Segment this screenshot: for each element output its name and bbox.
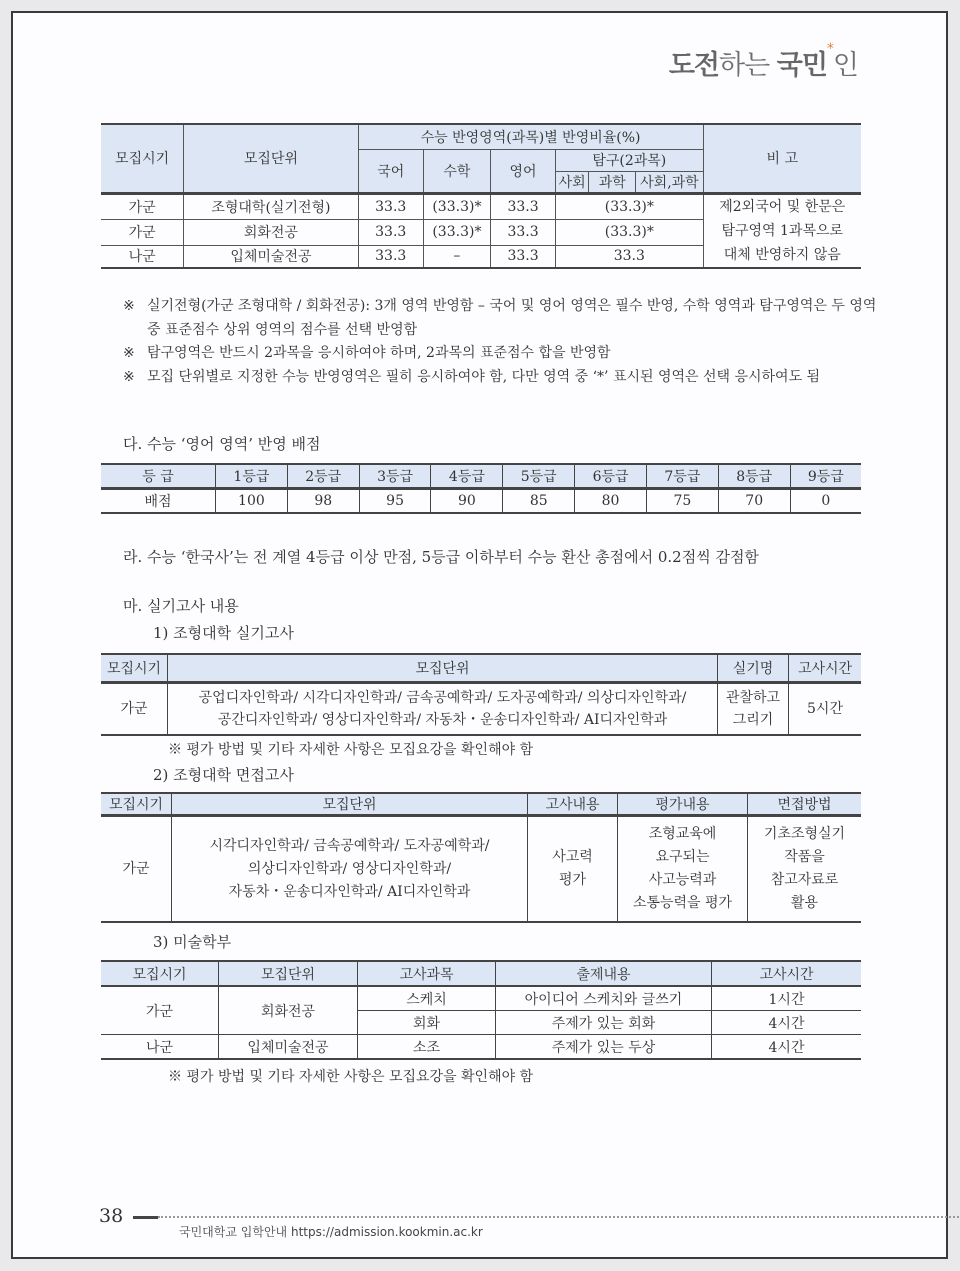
cell-subject: 회화 <box>358 1011 496 1035</box>
fine-arts-table <box>101 960 861 1060</box>
unit-line: 의상디자인학과/ 영상디자인학과/ <box>247 860 452 877</box>
cell-exam <box>718 683 789 736</box>
header-method: 면접방법 <box>748 793 862 816</box>
table-row <box>101 654 861 683</box>
suneung-ratio-table <box>101 123 861 269</box>
remarks-line: 제2외국어 및 한문은 <box>719 198 846 215</box>
table-row <box>101 193 861 219</box>
exam-line: 그리기 <box>732 712 774 728</box>
header-inquiry: 탐구(2과목) <box>556 149 703 171</box>
cell-math: (33.3)* <box>423 219 490 245</box>
cell-time: 4시간 <box>712 1011 862 1035</box>
cell-korean: 33.3 <box>358 193 423 219</box>
note-item <box>123 295 883 342</box>
note-text: 탐구영역은 반드시 2과목을 응시하여야 하며, 2과목의 표준점수 합을 반영함 <box>147 345 611 361</box>
remarks-line: 대체 반영하지 않음 <box>723 246 841 263</box>
cell-period: 가군 <box>101 219 184 245</box>
table-row <box>101 961 861 986</box>
practical-exam-table <box>101 653 861 736</box>
cell-score: 70 <box>718 489 790 514</box>
brand-slogan <box>669 43 858 82</box>
cell-score: 98 <box>287 489 359 514</box>
cell-score: 95 <box>359 489 431 514</box>
header-social: 사회 <box>556 171 589 193</box>
cell-score: 90 <box>431 489 503 514</box>
cell-unit: 회화전공 <box>184 219 358 245</box>
header-grade-item: 8등급 <box>718 464 790 489</box>
header-unit: 모집단위 <box>172 793 528 816</box>
cell-period: 가군 <box>101 683 168 736</box>
eval-line: 사고능력과 <box>648 872 717 888</box>
note-text: 실기전형(가군 조형대학 / 회화전공): 3개 영역 반영함 – 국어 및 영어 영역은 필수 반영, 수학 영역과 탐구영역은 두 영역 중 표준점수 상위 영역의 점수를 선택 반영함 <box>147 298 877 338</box>
eval-line: 요구되는 <box>655 849 710 865</box>
cell-eval <box>618 816 748 923</box>
cell-period: 가군 <box>101 986 219 1035</box>
method-line: 활용 <box>790 895 819 911</box>
brand-part: 국민 <box>776 50 827 81</box>
header-time: 고사시간 <box>712 961 862 986</box>
cell-period: 가군 <box>101 816 172 923</box>
note-item <box>123 366 883 390</box>
header-exam: 실기명 <box>718 654 789 683</box>
header-content: 고사내용 <box>528 793 618 816</box>
reference-mark-icon: ※ <box>123 298 135 314</box>
content-line: 평가 <box>558 872 587 888</box>
unit-line: 공간디자인학과/ 영상디자인학과/ 자동차・운송디자인학과/ AI디자인학과 <box>217 712 668 728</box>
header-grade-item: 6등급 <box>575 464 647 489</box>
notes-list <box>123 295 883 389</box>
method-line: 기초조형실기 <box>763 826 846 842</box>
table-row <box>101 986 861 1011</box>
header-korean: 국어 <box>358 149 423 193</box>
cell-korean: 33.3 <box>358 219 423 245</box>
cell-score: 85 <box>503 489 575 514</box>
document-page <box>11 11 948 1259</box>
footer-bar <box>133 1216 158 1219</box>
unit-line: 공업디자인학과/ 시각디자인학과/ 금속공예학과/ 도자공예학과/ 의상디자인학과/ <box>198 690 687 706</box>
cell-inquiry: (33.3)* <box>556 193 703 219</box>
cell-label: 배점 <box>101 489 216 514</box>
cell-time: 5시간 <box>789 683 862 736</box>
header-eval: 평가내용 <box>618 793 748 816</box>
header-grade-item: 9등급 <box>790 464 861 489</box>
header-grade-item: 1등급 <box>216 464 288 489</box>
unit-line: 자동차・운송디자인학과/ AI디자인학과 <box>228 883 471 900</box>
header-unit: 모집단위 <box>219 961 358 986</box>
note-text: 모집 단위별로 지정한 수능 반영영역은 필히 응시하여야 함, 다만 영역 중 ‘*’ 표시된 영역은 선택 응시하여도 됨 <box>147 368 821 385</box>
header-grade-item: 3등급 <box>359 464 431 489</box>
interview-table <box>101 792 861 923</box>
cell-content <box>528 816 618 923</box>
table-row <box>101 1035 861 1060</box>
cell-content: 주제가 있는 회화 <box>496 1011 712 1035</box>
cell-unit: 조형대학(실기전형) <box>184 193 358 219</box>
cell-period: 나군 <box>101 1035 219 1060</box>
practical-exam-note: ※ 평가 방법 및 기타 자세한 사항은 모집요강을 확인해야 함 <box>168 742 534 758</box>
cell-unit: 입체미술전공 <box>219 1035 358 1060</box>
cell-english: 33.3 <box>490 193 555 219</box>
cell-remarks <box>703 193 861 268</box>
header-content: 출제내용 <box>496 961 712 986</box>
cell-unit <box>168 683 718 736</box>
header-unit: 모집단위 <box>168 654 718 683</box>
footer-divider <box>158 1216 960 1218</box>
reference-mark-icon: ※ <box>123 345 135 361</box>
cell-english: 33.3 <box>490 219 555 245</box>
cell-unit: 회화전공 <box>219 986 358 1035</box>
cell-math: – <box>423 245 490 268</box>
section-heading-english: 다. 수능 ‘영어 영역’ 반영 배점 <box>123 435 321 453</box>
section-heading-practical: 마. 실기고사 내용 <box>123 597 239 615</box>
section-korean-history: 라. 수능 ‘한국사’는 전 계열 4등급 이상 만점, 5등급 이하부터 수능 환산 총점에서 0.2점씩 감점함 <box>123 548 759 566</box>
cell-score: 0 <box>790 489 861 514</box>
cell-unit <box>172 816 528 923</box>
page-number: 38 <box>99 1205 124 1227</box>
header-social-science: 사회,과학 <box>636 171 703 193</box>
cell-score: 80 <box>575 489 647 514</box>
eval-line: 조형교육에 <box>648 826 717 842</box>
eval-line: 소통능력을 평가 <box>632 895 733 911</box>
cell-subject: 스케치 <box>358 986 496 1011</box>
cell-period: 나군 <box>101 245 184 268</box>
header-period: 모집시기 <box>101 124 184 193</box>
cell-content: 아이디어 스케치와 글쓰기 <box>496 986 712 1011</box>
exam-line: 관찰하고 <box>725 690 781 706</box>
star-icon: * <box>826 41 833 57</box>
cell-subject: 소조 <box>358 1035 496 1060</box>
header-period: 모집시기 <box>101 961 219 986</box>
cell-score: 100 <box>216 489 288 514</box>
header-grade-item: 7등급 <box>646 464 718 489</box>
cell-math: (33.3)* <box>423 193 490 219</box>
brand-part: 인 <box>832 50 858 81</box>
brand-part: 하는 <box>718 50 777 81</box>
fine-arts-note: ※ 평가 방법 및 기타 자세한 사항은 모집요강을 확인해야 함 <box>168 1069 534 1085</box>
cell-period: 가군 <box>101 193 184 219</box>
cell-method <box>748 816 862 923</box>
header-grade-item: 4등급 <box>431 464 503 489</box>
brand-part: 도전 <box>668 50 719 81</box>
header-english: 영어 <box>490 149 555 193</box>
note-item <box>123 342 883 366</box>
cell-english: 33.3 <box>490 245 555 268</box>
method-line: 참고자료로 <box>770 872 839 888</box>
header-grade-item: 2등급 <box>287 464 359 489</box>
cell-korean: 33.3 <box>358 245 423 268</box>
table-row <box>101 793 861 816</box>
cell-content: 주제가 있는 두상 <box>496 1035 712 1060</box>
header-grade: 등 급 <box>101 464 216 489</box>
cell-time: 4시간 <box>712 1035 862 1060</box>
table-row <box>101 489 861 514</box>
cell-inquiry: (33.3)* <box>556 219 703 245</box>
header-ratio-group: 수능 반영영역(과목)별 반영비율(%) <box>358 124 703 149</box>
cell-time: 1시간 <box>712 986 862 1011</box>
unit-line: 시각디자인학과/ 금속공예학과/ 도자공예학과/ <box>209 837 490 854</box>
english-grade-table <box>101 463 861 514</box>
header-unit: 모집단위 <box>184 124 358 193</box>
table-row <box>101 683 861 736</box>
cell-unit: 입체미술전공 <box>184 245 358 268</box>
header-time: 고사시간 <box>789 654 862 683</box>
cell-score: 75 <box>646 489 718 514</box>
header-math: 수학 <box>423 149 490 193</box>
table-row <box>101 464 861 489</box>
subsection-fine-arts: 3) 미술학부 <box>153 933 232 951</box>
subsection-interview: 2) 조형대학 면접고사 <box>153 766 294 784</box>
table-row <box>101 816 861 923</box>
reference-mark-icon: ※ <box>123 368 135 385</box>
header-subject: 고사과목 <box>358 961 496 986</box>
method-line: 작품을 <box>784 849 825 865</box>
remarks-line: 탐구영역 1과목으로 <box>721 222 844 239</box>
footer-text: 국민대학교 입학안내 https://admission.kookmin.ac.kr <box>179 1225 483 1239</box>
header-remarks: 비 고 <box>703 124 861 193</box>
subsection-practical-exam: 1) 조형대학 실기고사 <box>153 624 294 642</box>
header-science: 과학 <box>589 171 636 193</box>
cell-inquiry: 33.3 <box>556 245 703 268</box>
header-period: 모집시기 <box>101 654 168 683</box>
content-line: 사고력 <box>552 849 593 865</box>
header-period: 모집시기 <box>101 793 172 816</box>
header-grade-item: 5등급 <box>503 464 575 489</box>
